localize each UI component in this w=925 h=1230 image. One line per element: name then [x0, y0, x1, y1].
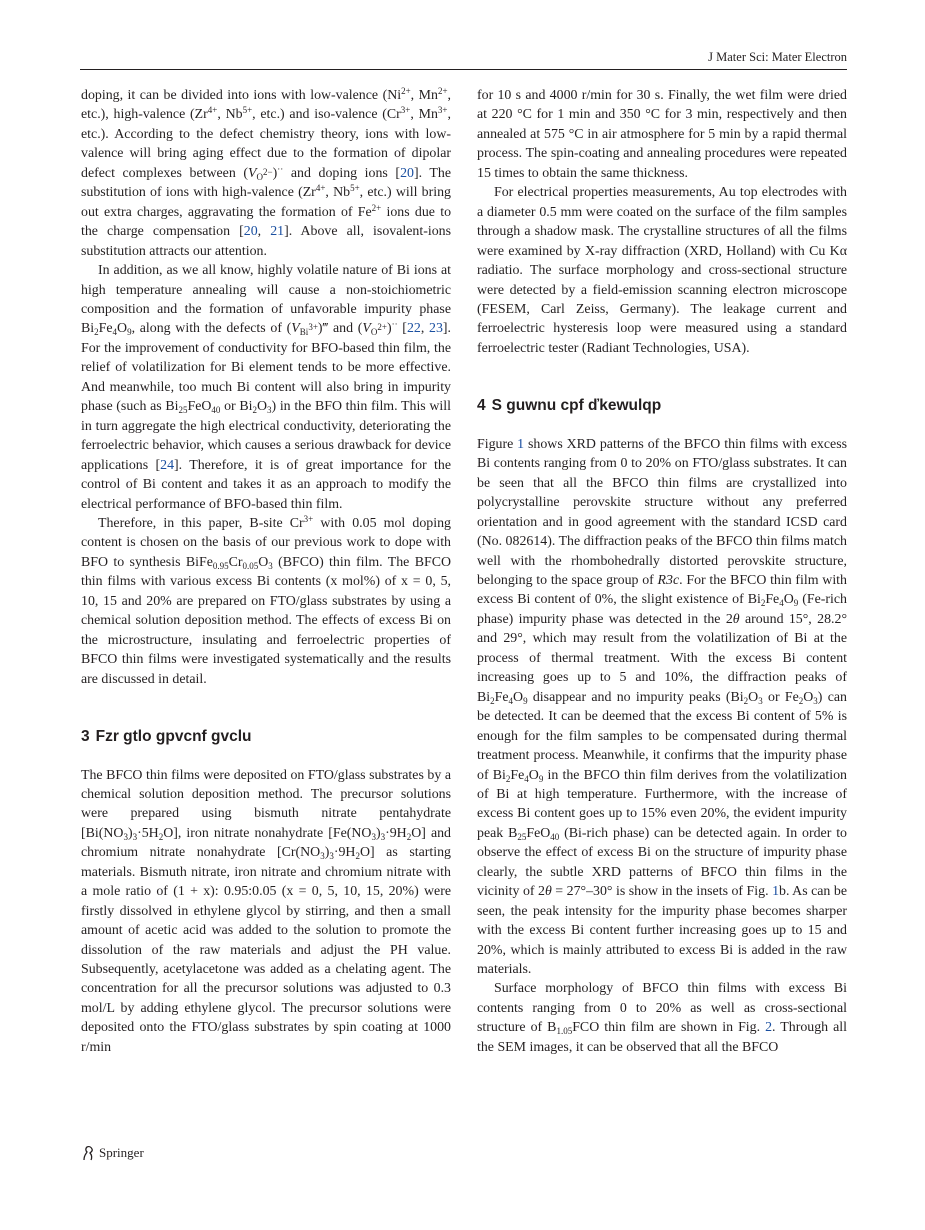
publisher-name: Springer	[99, 1145, 144, 1160]
header-rule	[80, 69, 847, 70]
citation-link[interactable]: 20	[243, 224, 258, 240]
paragraph: Therefore, in this paper, B-site $Cr^{3+}$ with 0.05 mol doping content is chosen on the basis of our previous work to dope with BFO to synthesis $BiFe_{0.95}Cr_{0.05}O_3$ (BFCO) thin film. The BFCO thin films with various excess Bi contents (x mol%) of x = 0, 5, 10, 15 and 20% are prepared on FTO/glass substrates by using a chemical solution deposition method. The effects of excess Bi on the microstructure, insulating and ferroelectric properties of BFCO thin films were investigated systematically and the results are discussed in detail.	[81, 513, 452, 687]
citation-link[interactable]: 20	[400, 165, 414, 181]
paragraph: Figure 1 shows XRD patterns of the BFCO thin films with excess Bi contents ranging from 0 to 20% on FTO/glass substrates. It can be seen that all the BFCO thin films are crystallized into polycrystalline perovskite structure without any preferred orientation and in good agreement with the standard ICSD card (No. 082614). The diffraction peaks of the BFCO thin films match well with the rhombohedrally distorted perovskite structure, belonging to the space group of R3c. For the BFCO thin film with excess Bi content of 0%, the slight existence of $Bi_2Fe_4O_9$ (Fe-rich phase) impurity phase was detected in the 2θ around 15°, 28.2° and 29°, which may result from the volatilization of Bi at the process of thermal treatment. With the excess Bi content increasing goes up to 5 and 10%, the diffraction peaks of $Bi_2Fe_4O_9$ disappear and no impurity peaks ($Bi_2O_3$ or $Fe_2O_3$) can be detected. It can be deemed that the excess Bi content of 5% is enough for the film samples to be compensated during thermal treatment process. Meanwhile, it confirms that the impurity phase of $Bi_2Fe_4O_9$ in the BFCO thin film derives from the volatilization of Bi at high temperature. Furthermore, with the increase of excess Bi content goes up to 15% even 20%, the evident impurity peak $B_{25}FeO_{40}$ (Bi-rich phase) can be detected again. In order to observe the effect of excess Bi on the structure of impurity phase clearly, the subtle XRD patterns of BFCO thin films in the vicinity of 2θ = 27°–30° is show in the insets of Fig. 1b. As can be seen, the peak intensity for the impurity phase becomes sharper with the excess Bi content further increasing goes up to 15 and 20%, which is mainly attributed to excess Bi is added in the raw materials.	[477, 436, 848, 978]
figure-link[interactable]: 1	[517, 436, 525, 452]
paragraph: For electrical properties measurements, Au top electrodes with a diameter 0.5 mm were coated on the surface of the film samples through a shadow mask. The crystalline structures of all the films were examined by X-ray diffraction (XRD, Holland) with Cu Kα radiatio. The surface morphology and cross-sectional structure were detected by a field-emission scanning electron microscope (FESEM, Carl Zeiss, Germany). The leakage current and ferroelectric hysteresis loop were measured using a standard ferroelectric tester (Radiant Technologies, USA).	[477, 185, 847, 356]
page-footer	[81, 1145, 144, 1161]
section-heading: 4 S guwnu cpf ďkewulqp	[477, 397, 662, 415]
citation-link[interactable]: 21	[270, 224, 285, 240]
figure-link[interactable]: 1	[772, 884, 780, 900]
paragraph: doping, it can be divided into ions with low-valence ($Ni^{2+}$, $Mn^{2+}$, etc.), high-valence ($Zr^{4+}$, $Nb^{5+}$, etc.) and iso-valence ($Cr^{3+}$, $Mn^{3+}$, etc.). According to the defect chemistry theory, ions with low-valence will bring aging effect due to the formation of dipolar defect complexes between $(V_{O^{2-}})^{\cdot\cdot}$ and doping ions [20]. The substitution of ions with high-valence ($Zr^{4+}$, $Nb^{5+}$, etc.) will bring out extra charges, aggravating the formation of $Fe^{2+}$ ions due to the charge compensation [20, 21]. Above all, isovalent-ions substitution attracts our attention.	[81, 86, 452, 259]
section-heading: 3 Fzr gtlo gpvcnf gvclu	[81, 728, 252, 746]
figure-link[interactable]: 2	[765, 1020, 773, 1036]
citation-link[interactable]: 23	[429, 321, 443, 337]
citation-link[interactable]: 22	[406, 321, 421, 337]
left-column	[81, 86, 451, 1057]
citation-link[interactable]: 24	[160, 457, 175, 473]
right-column	[477, 86, 847, 1057]
paragraph: Surface morphology of BFCO thin films with excess Bi contents ranging from 0 to 20% as well as cross-sectional structure of $B_{1.05}FCO$ thin film are shown in Fig. 2. Through all the SEM images, it can be observed that all the BFCO	[477, 981, 847, 1055]
page-header	[80, 50, 847, 70]
paragraph: In addition, as we all know, highly volatile nature of Bi ions at high temperature annealing will cause a non-stoichiometric composition and the formation of unfavorable impurity phase $Bi_2Fe_4O_9$, along with the defects of $(V_{Bi^{3+}})‴$ and $(V_{O^{2+}})^{\cdot\cdot}$ [22, 23]. For the improvement of conductivity for BFO-based thin film, the relief of volatilization for Bi element tends to be more effective. And meanwhile, too much Bi content will also bring in impurity phase (such as $Bi_{25}FeO_{40}$ or $Bi_2O_3$) in the BFO thin film. This will in turn aggregate the high electrical conductivity, deteriorating the ferroelectric behavior, which causes a serious drawback for device applications [24]. Therefore, it is of great importance for the control of Bi content and takes it as an approach to modify the electrical performance of BFO-based thin film.	[81, 263, 452, 512]
springer-horse-icon	[81, 1145, 95, 1161]
paragraph: for 10 s and 4000 r/min for 30 s. Finally, the wet film were dried at 220 °C for 1 min and 350 °C for 3 min, respectively and then annealed at 575 °C in air atmosphere for 5 min by a rapid thermal process. The spin-coating and annealing procedures were repeated 15 times to obtain the same thickness.	[477, 88, 847, 181]
paragraph: The BFCO thin films were deposited on FTO/glass substrates by a chemical solution deposition method. The precursor solutions were prepared using bismuth nitrate pentahydrate $[Bi(NO_3)_3\cdot 5H_2O]$, iron nitrate nonahydrate $[Fe(NO_3)_3\cdot 9H_2O]$ and chromium nitrate nonahydrate $[Cr(NO_3)_3\cdot 9H_2O]$ as starting materials. Bismuth nitrate, iron nitrate and chromium nitrate with a mole ratio of (1 + x): 0.95:0.05 (x = 0, 5, 10, 15, 20%) were firstly dissolved in ethylene glycol by stirring, and then a small amount of acetic acid was added to the solution to promote the dissolution of the raw materials and adjust the PH value. Subsequently, acetylacetone was added as a chelating agent. The concentration for all the precursor solutions was adjusted to 0.3 mol/L by adding ethylene glycol. The precursor solutions were deposited onto the FTO/glass substrates by spin coating at 1000 r/min	[81, 767, 451, 1055]
journal-name: J Mater Sci: Mater Electron	[708, 50, 847, 64]
